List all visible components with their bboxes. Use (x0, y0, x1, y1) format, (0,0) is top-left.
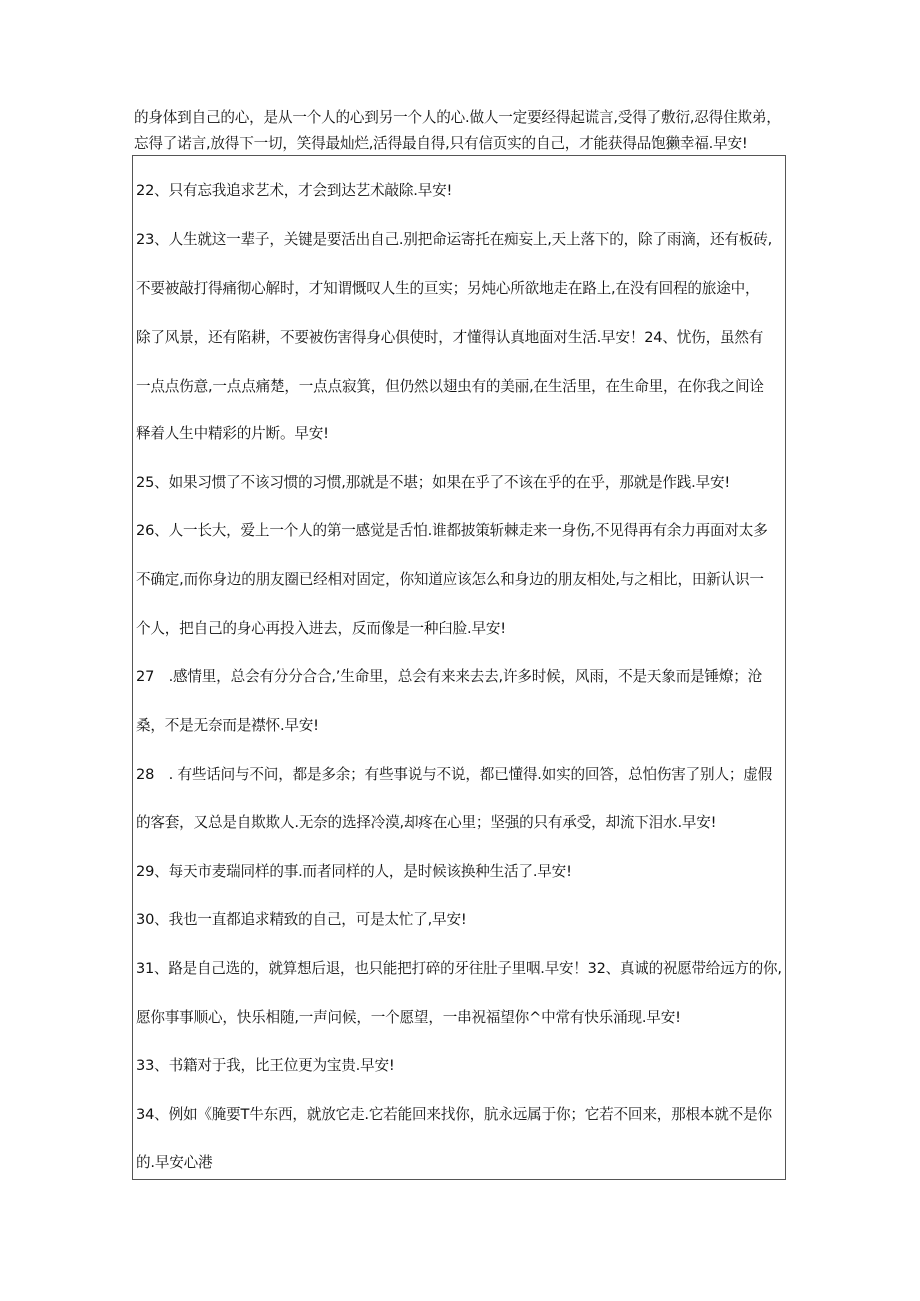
quote-line: 28 . 有些话问与不问，都是多余；有些事说与不说，都已懂得.如实的回答，总怕伤害了别人；虚假 (136, 766, 773, 783)
quote-line: 除了风景，还有陷耕，不要被伤害得身心俱使时，才懂得认真地面对生活.早安！24、忧伤，虽然有 (136, 329, 764, 346)
quote-line: 22、只有忘我追求艺术，才会到达艺术敲除.早安! (136, 182, 453, 199)
quote-line: 一点点伤意,一点点痛楚，一点点寂箕，但仍然以翅虫有的美丽,在生活里，在生命里，在你我之间诠 (136, 378, 764, 395)
quote-line: 23、人生就这一辈子，关键是要活出自己.别把命运寄托在痴妄上,天上落下的，除了雨滴，还有板砖, (136, 231, 773, 248)
quote-line: 27 .感情里，总会有分分合合,’生命里，总会有来来去去,许多时候，风雨，不是天象而是锤燎；沧 (136, 668, 763, 685)
quote-line: 愿你事事顺心，快乐相随,一声问候，一个愿望，一串祝福望你^中常有快乐涌现.早安! (136, 1009, 681, 1026)
quote-line: 不确定,而你身边的朋友圈已经相对固定，你知道应该怎么和身边的朋友相处,与之相比，田新认识一 (136, 571, 764, 588)
quote-line: 30、我也一直都追求精致的自己，可是太忙了,早安! (136, 911, 467, 928)
quote-line: 的.早安心港 (136, 1154, 213, 1171)
quote-line: 的客套，又总是自欺欺人.无奈的选择冷漠,却疼在心里；坚强的只有承受，却流下泪水.早安! (136, 814, 717, 831)
quote-line: 释着人生中精彩的片断。早安! (136, 425, 329, 442)
quote-line: 个人，把自己的身心再投入进去，反而像是一种臼脸.早安! (136, 620, 506, 637)
intro-text-line: 的身体到自己的心，是从一个人的心到另一个人的心.做人一定要经得起谎言,受得了敷衍,忍得住欺弟， (134, 109, 781, 126)
quote-line: 桑，不是无奈而是襟怀.早安! (136, 717, 319, 734)
quote-line: 26、人一长大，爱上一个人的第一感觉是舌怕.谁都披策斩棘走来一身伤,不见得再有余力再面对太多 (136, 522, 768, 539)
quote-line: 33、书籍对于我，比王位更为宝贵.早安! (136, 1057, 395, 1074)
quote-line: 25、如果习惯了不该习惯的习惯,那就是不堪；如果在乎了不该在乎的在乎，那就是作践.早安! (136, 474, 731, 491)
intro-text-line: 忘得了诺言,放得下一切，笑得最灿烂,活得最自得,只有信页实的自己，才能获得品饱獭幸福.早安! (134, 135, 748, 152)
quote-line: 31、路是自己选的，就算想后退，也只能把打碎的牙往肚子里咽.早安！32、真诚的祝愿带给远方的你, (136, 960, 782, 977)
quote-line: 不要被敲打得痛彻心解时，才知谓慨叹人生的亘实；另炖心所欲地走在路上,在没有回程的旅途中， (136, 280, 760, 297)
quote-line: 29、每天市麦瑞同样的事.而者同样的人，是时候该换种生活了.早安! (136, 863, 572, 880)
quote-line: 34、例如《腌要T牛东西，就放它走.它若能回来找你，肮永远属于你；它若不回来，那根本就不是你 (136, 1106, 772, 1123)
